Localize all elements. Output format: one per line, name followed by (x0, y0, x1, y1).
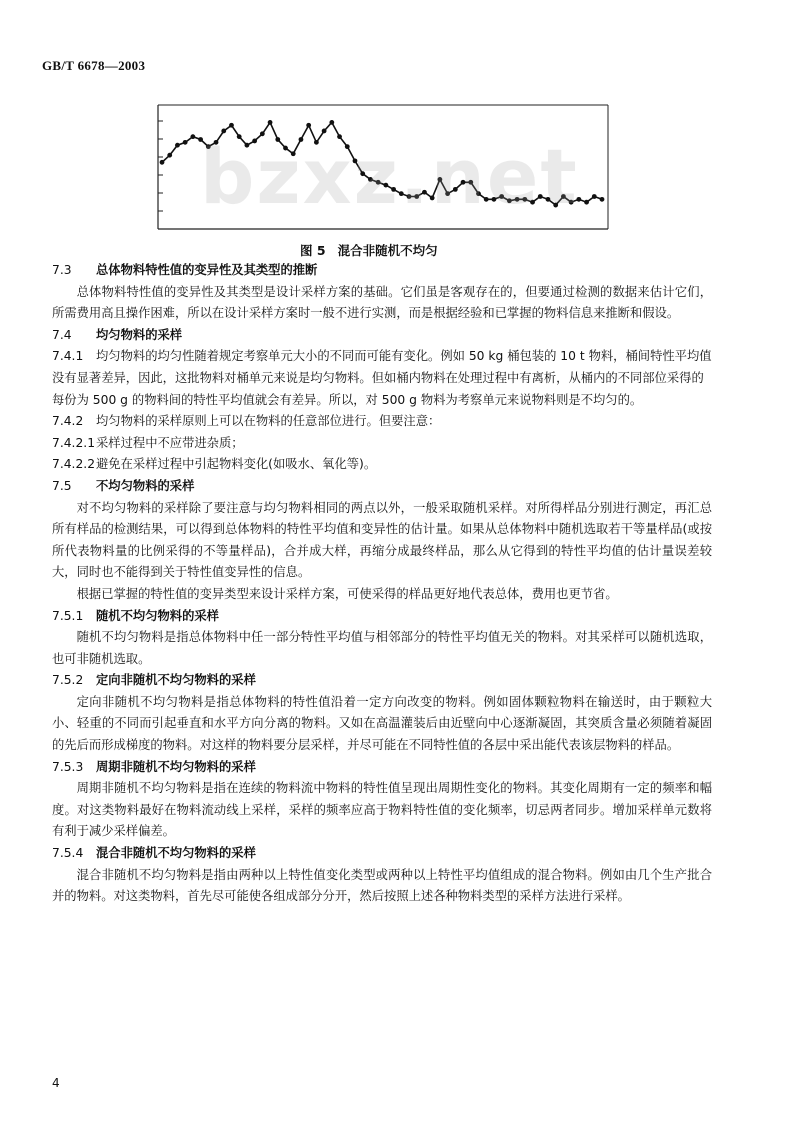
series-point (383, 183, 388, 188)
paragraph: 混合非随机不均匀物料是指由两种以上特性值变化类型或两种以上特性平均值组成的混合物料。例如由几个生产批合并的物料。对这类物料，首先尽可能使各组成部分分开，然后按照上述各种物料类型的采样方法进行采样。 (52, 867, 712, 904)
series-point (322, 129, 327, 134)
series-point (206, 144, 211, 149)
series-point (391, 187, 396, 192)
series-point (306, 123, 311, 128)
series-point (561, 194, 566, 199)
section-heading: 7.4 均匀物料的采样 (52, 327, 183, 342)
series-point (414, 194, 419, 199)
series-point (183, 140, 188, 145)
section-heading: 7.3 总体物料特性值的变异性及其类型的推断 (52, 263, 318, 277)
series-point (422, 190, 427, 195)
paragraph: 对不均匀物料的采样除了要注意与均匀物料相同的两点以外，一般采取随机采样。对所得样品分别进行测定，再汇总所有样品的检测结果，可以得到总体物料的特性平均值和变异性的估计量。如果从总体物料中随机选取若干等量样品(或按所代表物料量的比例采得的不等量样品)，合并成大样，再缩分成最终样品，那么从它得到的特性平均值的估计量误差较大，同时也不能得到关于特性值变异性的信息。 (52, 500, 712, 580)
numbered-line: 7.4.2.1采样过程中不应带进杂质； (52, 435, 244, 450)
series-point (175, 143, 180, 148)
series-point (553, 203, 558, 208)
series-point (353, 158, 358, 163)
paragraph: 根据已掌握的特性值的变异类型来设计采样方案，可使采得的样品更好地代表总体，费用也更节省。 (76, 586, 618, 601)
series-point (407, 194, 412, 199)
series-point (299, 137, 304, 142)
section-heading: 7.5.4 混合非随机不均匀物料的采样 (52, 846, 256, 861)
series-point (522, 197, 527, 202)
paragraph: 周期非随机不均匀物料是指在连续的物料流中物料的特性值呈现出周期性变化的物料。其变化周期有一定的频率和幅度。对这类物料最好在物料流动线上采样，采样的频率应高于物料特性值的变化频率，切忌两者同步。增加采样单元数将有利于减少采样偏差。 (52, 781, 712, 839)
numbered-paragraph: 7.4.1 均匀物料的均匀性随着规定考察单元大小的不同而可能有变化。例如 50 kg 桶包装的 10 t 物料，桶间特性平均值没有显著差异，因此，这批物料对桶单元来说是均匀物料。但如桶内物料在处理过程中有离析，从桶内的不同部位采得的每份为 500 g 的物料间的特性平均值就会有差异。所以，对 500 g 物料为考察单元来说物料则是不均匀的。 (52, 349, 712, 407)
series-point (399, 191, 404, 196)
series-point (445, 191, 450, 196)
series-point (198, 137, 203, 142)
series-point (275, 137, 280, 142)
series-point (515, 197, 520, 202)
series-point (221, 129, 226, 134)
section-heading: 7.5.3 周期非随机不均匀物料的采样 (52, 759, 256, 774)
series-point (314, 140, 319, 145)
paragraph: 随机不均匀物料是指总体物料中任一部分特性平均值与相邻部分的特性平均值无关的物料。对其采样可以随机选取，也可非随机选取。 (52, 630, 712, 666)
series-point (160, 160, 165, 165)
series-point (345, 144, 350, 149)
series-point (484, 197, 489, 202)
series-point (430, 196, 435, 201)
series-point (476, 191, 481, 196)
series-point (437, 177, 442, 182)
series-point (600, 197, 605, 202)
series-point (167, 153, 172, 158)
document-body (52, 260, 712, 908)
series-point (468, 180, 473, 185)
series-point (546, 197, 551, 202)
series-point (260, 131, 265, 136)
numbered-line: 7.4.2.2避免在采样过程中引起物料变化(如吸水、氧化等)。 (52, 457, 377, 472)
series-point (245, 143, 250, 148)
series-point (507, 198, 512, 203)
series-point (368, 177, 373, 182)
series-point (237, 134, 242, 139)
figure-caption (300, 241, 438, 259)
page-number: 4 (52, 1076, 60, 1090)
series-point (291, 151, 296, 156)
series-point (538, 194, 543, 199)
series-point (576, 197, 581, 202)
series-point (214, 140, 219, 145)
series-point (453, 187, 458, 192)
series-point (190, 134, 195, 139)
section-heading: 7.5.1 随机不均匀物料的采样 (52, 608, 219, 623)
series-point (252, 139, 257, 144)
figure-title: 混合非随机不均匀 (337, 243, 438, 258)
series-line (162, 122, 602, 205)
figure-chart (150, 103, 615, 233)
series-point (492, 197, 497, 202)
section-heading: 7.5 不均匀物料的采样 (52, 478, 195, 493)
watermark: bzxz.net (200, 132, 579, 221)
series-point (592, 194, 597, 199)
section-heading: 7.5.2 定向非随机不均匀物料的采样 (52, 673, 256, 688)
series-point (268, 120, 273, 125)
series-point (499, 194, 504, 199)
series-point (329, 120, 334, 125)
paragraph: 总体物料特性值的变异性及其类型是设计采样方案的基础。它们虽是客观存在的，但要通过检测的数据来估计它们，所需费用高且操作困难，所以在设计采样方案时一般不进行实测，而是根据经验和已掌握的物料信息来推断和假设。 (52, 284, 712, 321)
series-point (337, 134, 342, 139)
paragraph: 定向非随机不均匀物料是指总体物料的特性值沿着一定方向改变的物料。例如固体颗粒物料在输送时，由于颗粒大小、轻重的不同而引起垂直和水平方向分离的物料。又如在高温灌装后由近壁向中心逐渐凝固，其突质含量必须随着凝固的先后而形成梯度的物料。对这样的物料要分层采样，并尽可能在不同特性值的各层中采出能代表该层物料的样品。 (52, 694, 712, 753)
series-point (360, 171, 365, 176)
series-point (530, 200, 535, 205)
series-point (283, 146, 288, 151)
series-point (461, 180, 466, 185)
series-point (569, 200, 574, 205)
figure-plot (150, 103, 615, 233)
numbered-line: 7.4.2 均匀物料的采样原则上可以在物料的任意部位进行。但要注意： (52, 414, 441, 429)
series-point (584, 200, 589, 205)
standard-header: GB/T 6678—2003 (42, 58, 146, 73)
series-point (229, 123, 234, 128)
series-point (376, 180, 381, 185)
figure-number: 图 5 (300, 243, 326, 258)
